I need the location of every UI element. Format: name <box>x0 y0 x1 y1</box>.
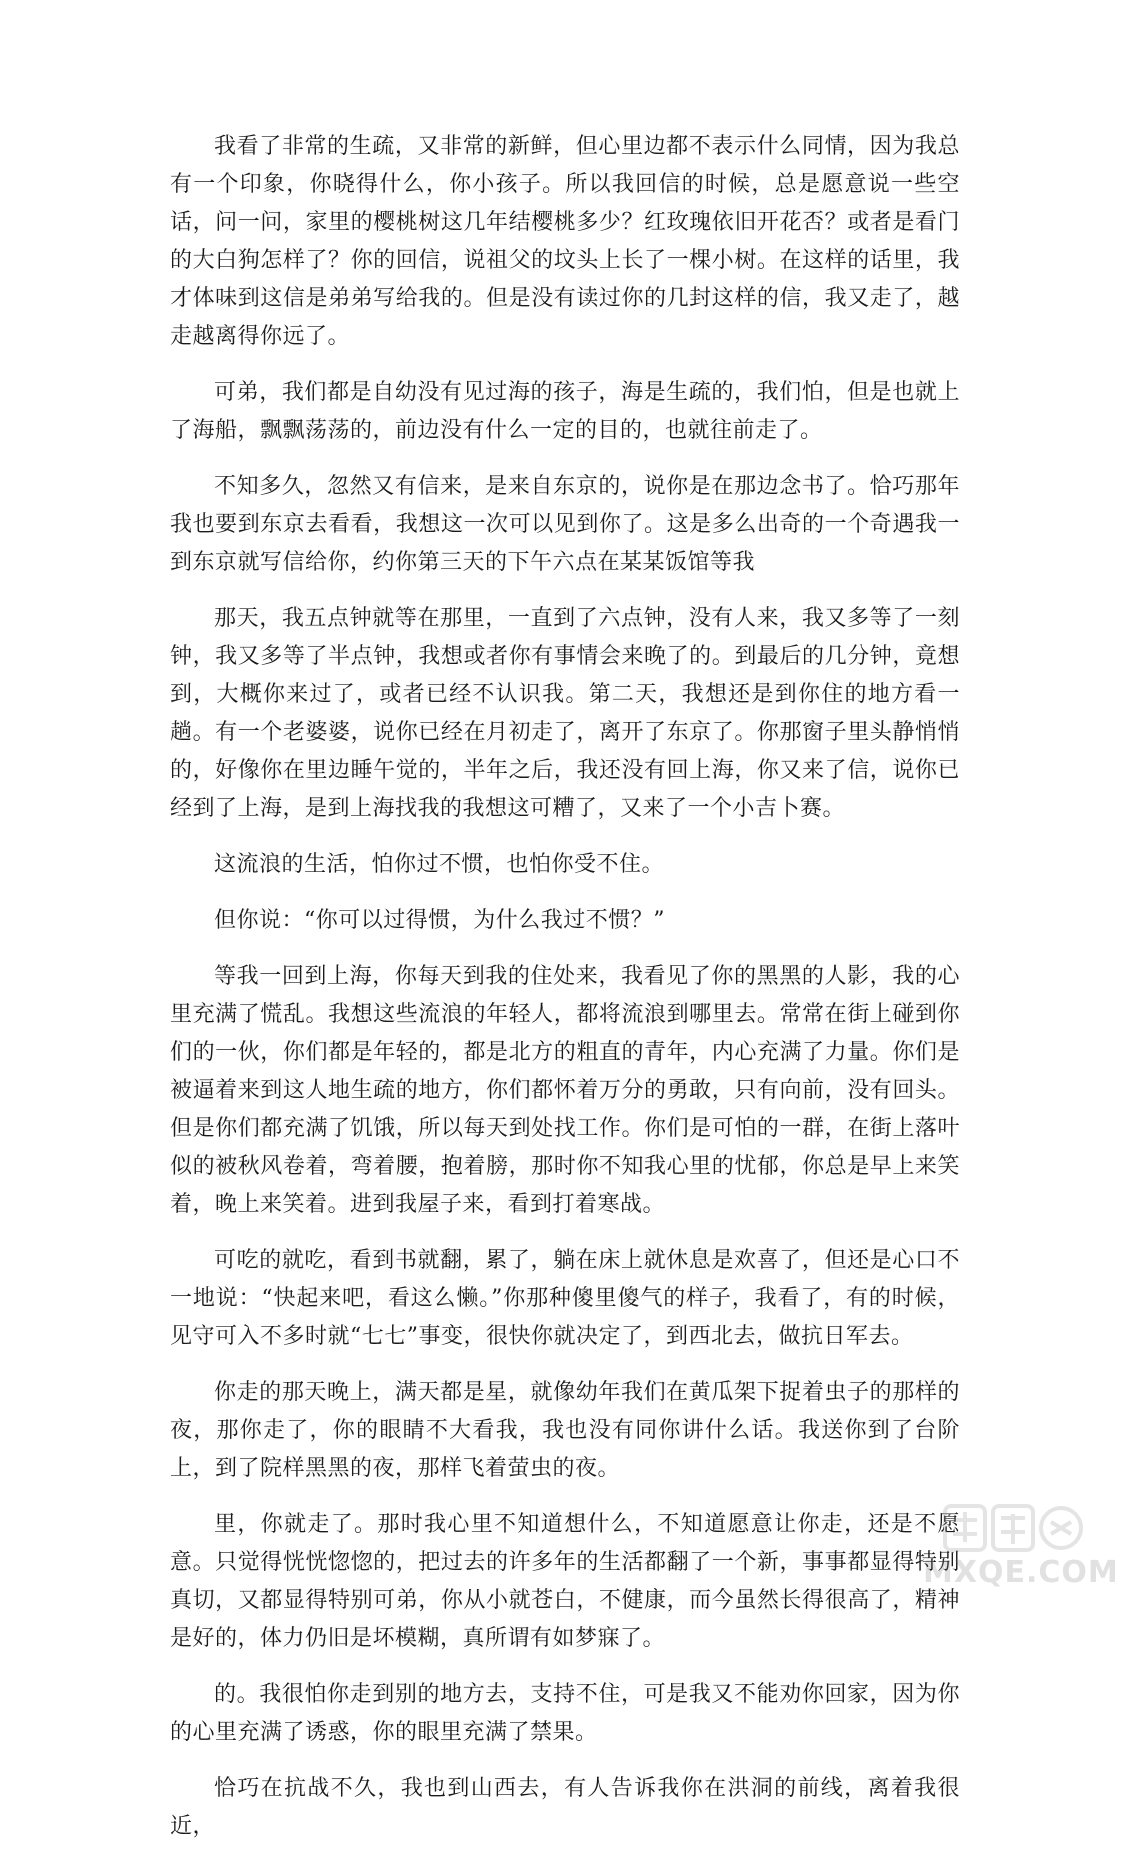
paragraph-11: 的。我很怕你走到别的地方去，支持不住，可是我又不能劝你回家，因为你的心里充满了诱惑，你的眼里充满了禁果。 <box>170 1682 960 1745</box>
paragraph-2: 可弟，我们都是自幼没有见过海的孩子，海是生疏的，我们怕，但是也就上了海船，飘飘荡荡的，前边没有什么一定的目的，也就往前走了。 <box>170 380 960 443</box>
paragraph-3: 不知多久，忽然又有信来，是来自东京的，说你是在那边念书了。恰巧那年我也要到东京去看看，我想这一次可以见到你了。这是多么出奇的一个奇遇我一到东京就写信给你，约你第三天的下午六点在某某饭馆等我 <box>170 474 960 575</box>
watermark-seal-icon <box>943 1502 1083 1554</box>
watermark-logo <box>923 1502 1119 1590</box>
paragraph-12: 恰巧在抗战不久，我也到山西去，有人告诉我你在洪洞的前线，离着我很近， <box>170 1776 960 1839</box>
paragraph-6: 但你说：“你可以过得惯，为什么我过不惯？” <box>214 908 665 933</box>
watermark-text: MXQE.COM <box>923 1555 1119 1590</box>
article-body <box>170 128 960 1864</box>
paragraph-4: 那天，我五点钟就等在那里，一直到了六点钟，没有人来，我又多等了一刻钟，我又多等了半点钟，我想或者你有事情会来晚了的。到最后的几分钟，竟想到，大概你来过了，或者已经不认识我。第二天，我想还是到你住的地方看一趟。有一个老婆婆，说你已经在月初走了，离开了东京了。你那窗子里头静悄悄的，好像你在里边睡午觉的，半年之后，我还没有回上海，你又来了信，说你已经到了上海，是到上海找我的我想这可糟了，又来了一个小吉卜赛。 <box>170 606 960 821</box>
paragraph-9: 你走的那天晚上，满天都是星，就像幼年我们在黄瓜架下捉着虫子的那样的夜，那你走了，你的眼睛不大看我，我也没有同你讲什么话。我送你到了台阶上，到了院样黑黑的夜，那样飞着萤虫的夜。 <box>170 1380 960 1481</box>
paragraph-5: 这流浪的生活，怕你过不惯，也怕你受不住。 <box>214 852 665 877</box>
paragraph-10: 里，你就走了。那时我心里不知道想什么，不知道愿意让你走，还是不愿意。只觉得恍恍惚惚的，把过去的许多年的生活都翻了一个新，事事都显得特别真切，又都显得特别可弟，你从小就苍白，不健康，而今虽然长得很高了，精神是好的，体力仍旧是坏模糊，真所谓有如梦寐了。 <box>170 1512 960 1651</box>
paragraph-7: 等我一回到上海，你每天到我的住处来，我看见了你的黑黑的人影，我的心里充满了慌乱。我想这些流浪的年轻人，都将流浪到哪里去。常常在街上碰到你们的一伙，你们都是年轻的，都是北方的粗直的青年，内心充满了力量。你们是被逼着来到这人地生疏的地方，你们都怀着万分的勇敢，只有向前，没有回头。但是你们都充满了饥饿，所以每天到处找工作。你们是可怕的一群，在街上落叶似的被秋风卷着，弯着腰，抱着膀，那时你不知我心里的忧郁，你总是早上来笑着，晚上来笑着。进到我屋子来，看到打着寒战。 <box>170 964 960 1217</box>
paragraph-1: 我看了非常的生疏，又非常的新鲜，但心里边都不表示什么同情，因为我总有一个印象，你晓得什么，你小孩子。所以我回信的时候，总是愿意说一些空话，问一问，家里的樱桃树这几年结樱桃多少？红玫瑰依旧开花否？或者是看门的大白狗怎样了？你的回信，说祖父的坟头上长了一棵小树。在这样的话里，我才体味到这信是弟弟写给我的。但是没有读过你的几封这样的信，我又走了，越走越离得你远了。 <box>170 134 960 349</box>
paragraph-8: 可吃的就吃，看到书就翻，累了，躺在床上就休息是欢喜了，但还是心口不一地说：“快起来吧，看这么懒。”你那种傻里傻气的样子，我看了，有的时候，见守可入不多时就“七七”事变，很快你就决定了，到西北去，做抗日军去。 <box>170 1248 960 1349</box>
